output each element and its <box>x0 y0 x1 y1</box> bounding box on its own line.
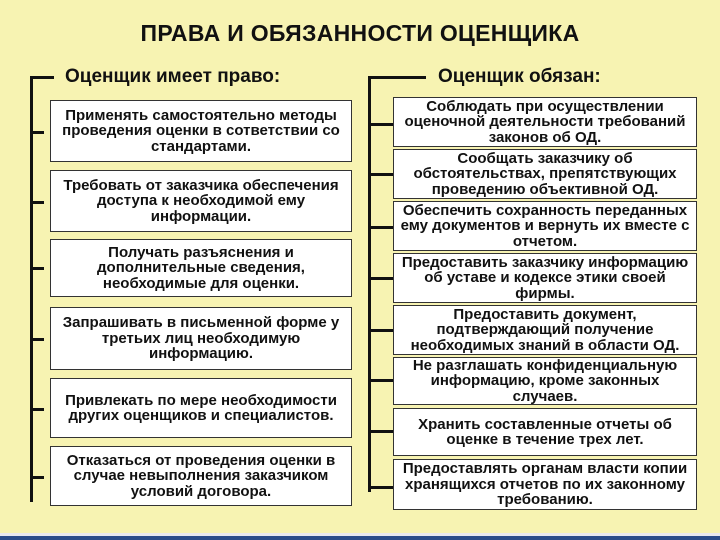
rights-connector <box>30 476 44 479</box>
rights-connector <box>30 338 44 341</box>
duty-item: Соблюдать при осуществлении оценочной деятельности требований законов об ОД. <box>393 97 697 147</box>
right-item: Привлекать по мере необходимости других оценщиков и специалистов. <box>50 378 352 438</box>
duties-connector <box>368 173 394 176</box>
duties-bracket-top <box>368 76 426 79</box>
duties-connector <box>368 379 394 382</box>
duty-item: Обеспечить сохранность переданных ему документов и вернуть их вместе с отчетом. <box>393 201 697 251</box>
rights-heading: Оценщик имеет право: <box>65 66 281 87</box>
page-title: ПРАВА И ОБЯЗАННОСТИ ОЦЕНЩИКА <box>140 20 580 46</box>
duties-connector <box>368 277 394 280</box>
rights-bracket-top <box>30 76 54 79</box>
duties-connector <box>368 226 394 229</box>
rights-connector <box>30 201 44 204</box>
duty-item: Хранить составленные отчеты об оценке в течение трех лет. <box>393 408 697 456</box>
right-item: Запрашивать в письменной форме у третьих лиц необходимую информацию. <box>50 307 352 370</box>
footer-stripe <box>0 536 720 540</box>
right-item: Отказаться от проведения оценки в случае невыполнения заказчиком условий договора. <box>50 446 352 506</box>
right-item: Требовать от заказчика обеспечения доступа к необходимой ему информации. <box>50 170 352 232</box>
rights-bracket-line <box>30 76 33 502</box>
duties-connector <box>368 486 394 489</box>
duty-item: Предоставить заказчику информацию об уставе и кодексе этики своей фирмы. <box>393 253 697 303</box>
duty-item: Предоставлять органам власти копии хранящихся отчетов по их законному требованию. <box>393 459 697 510</box>
duty-item: Не разглашать конфиденциальную информацию, кроме законных случаев. <box>393 357 697 405</box>
right-item: Получать разъяснения и дополнительные сведения, необходимые для оценки. <box>50 239 352 297</box>
duties-connector <box>368 430 394 433</box>
rights-connector <box>30 267 44 270</box>
rights-connector <box>30 131 44 134</box>
rights-connector <box>30 408 44 411</box>
right-item: Применять самостоятельно методы проведения оценки в сответствии со стандартами. <box>50 100 352 162</box>
duties-connector <box>368 123 394 126</box>
duties-heading: Оценщик обязан: <box>438 66 601 87</box>
duties-connector <box>368 329 394 332</box>
duty-item: Сообщать заказчику об обстоятельствах, препятствующих проведению объективной ОД. <box>393 149 697 199</box>
duty-item: Предоставить документ, подтверждающий получение необходимых знаний в области ОД. <box>393 305 697 355</box>
